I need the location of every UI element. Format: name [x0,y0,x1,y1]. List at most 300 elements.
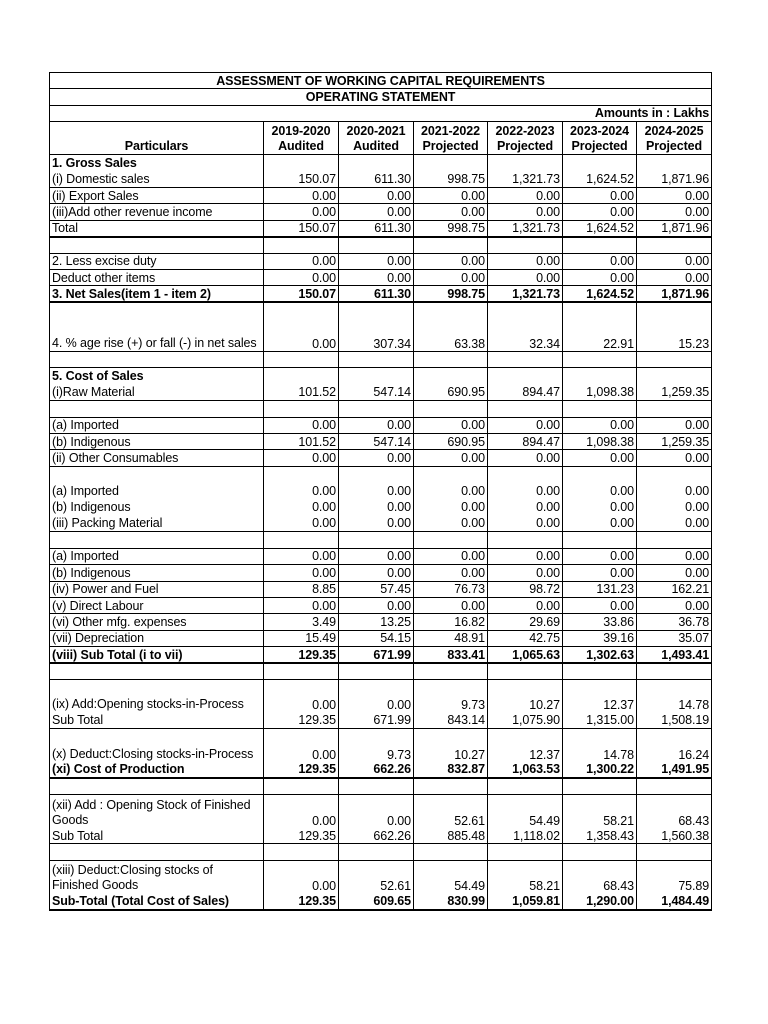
row-value [414,532,488,548]
row-value [414,663,488,679]
row-value [339,844,414,860]
row-value [414,352,488,368]
row-value: 1,065.63 [488,647,563,663]
column-header [563,122,637,155]
row-value: 0.00 [414,204,488,220]
row-value: 894.47 [488,434,563,450]
row-value: 0.00 [264,860,339,893]
row-value [264,532,339,548]
report-subtitle: OPERATING STATEMENT [50,89,712,105]
table-row [50,466,712,482]
row-value [414,368,488,384]
row-label [50,237,264,253]
row-value: 57.45 [339,581,414,597]
row-value: 63.38 [414,319,488,352]
row-label: (xiii) Deduct:Closing stocks of Finished Goods [50,860,264,893]
row-value: 129.35 [264,647,339,663]
row-value: 690.95 [414,434,488,450]
row-value [637,532,712,548]
row-value: 58.21 [563,795,637,828]
row-value [488,302,563,318]
row-value: 0.00 [488,499,563,515]
row-value [264,663,339,679]
operating-statement-table [49,72,712,911]
row-value: 0.00 [637,450,712,466]
row-value: 885.48 [414,828,488,844]
table-row [50,778,712,794]
row-value [563,401,637,417]
column-type: Projected [571,139,628,154]
row-value: 1,624.52 [563,220,637,236]
row-value [488,368,563,384]
row-label: (i) Domestic sales [50,171,264,187]
row-value: 690.95 [414,384,488,400]
column-header [488,122,563,155]
row-value [339,401,414,417]
row-value [488,663,563,679]
table-row [50,171,712,187]
table-row [50,253,712,269]
column-header [339,122,414,155]
row-value: 22.91 [563,319,637,352]
row-value: 832.87 [414,762,488,778]
row-value [637,778,712,794]
row-value: 1,290.00 [563,893,637,909]
row-label: Sub-Total (Total Cost of Sales) [50,893,264,909]
row-value [563,352,637,368]
row-value: 0.00 [264,253,339,269]
row-value: 101.52 [264,434,339,450]
table-row [50,647,712,663]
row-label: Total [50,220,264,236]
row-value: 0.00 [563,253,637,269]
row-label: (b) Indigenous [50,499,264,515]
row-label: 5. Cost of Sales [50,368,264,384]
row-value: 0.00 [563,548,637,564]
row-label: (vi) Other mfg. expenses [50,614,264,630]
row-value [563,663,637,679]
row-value: 9.73 [414,679,488,712]
row-value: 833.41 [414,647,488,663]
column-header [414,122,488,155]
column-year: 2024-2025 [644,124,704,139]
row-value [637,368,712,384]
table-row [50,663,712,679]
row-value [414,302,488,318]
row-value: 0.00 [339,565,414,581]
row-value: 0.00 [339,597,414,613]
row-value: 54.49 [414,860,488,893]
row-value [637,663,712,679]
row-value: 830.99 [414,893,488,909]
row-label [50,401,264,417]
row-value: 0.00 [488,450,563,466]
row-value: 0.00 [264,499,339,515]
row-value: 1,098.38 [563,434,637,450]
row-value: 0.00 [488,187,563,203]
row-label: (x) Deduct:Closing stocks-in-Process [50,729,264,762]
row-value: 0.00 [264,417,339,433]
row-value [637,302,712,318]
row-value: 48.91 [414,630,488,646]
table-row [50,614,712,630]
row-value [563,466,637,482]
column-header [637,122,712,155]
row-value [339,466,414,482]
table-row [50,204,712,220]
row-value: 58.21 [488,860,563,893]
column-type: Projected [422,139,479,154]
row-value: 52.61 [414,795,488,828]
row-value: 1,118.02 [488,828,563,844]
table-row [50,565,712,581]
row-value: 0.00 [488,515,563,531]
row-value: 8.85 [264,581,339,597]
row-value: 1,300.22 [563,762,637,778]
row-value: 0.00 [563,597,637,613]
row-value: 1,871.96 [637,171,712,187]
row-value [339,663,414,679]
row-value: 0.00 [488,597,563,613]
row-value: 0.00 [488,548,563,564]
row-value: 1,259.35 [637,434,712,450]
row-value: 1,321.73 [488,171,563,187]
row-value: 129.35 [264,762,339,778]
table-row [50,302,712,318]
row-value: 10.27 [488,679,563,712]
row-value: 1,098.38 [563,384,637,400]
row-label: (a) Imported [50,483,264,499]
row-value: 14.78 [637,679,712,712]
row-label [50,302,264,318]
row-label: (ix) Add:Opening stocks-in-Process [50,679,264,712]
table-row [50,434,712,450]
subtitle-row [50,89,712,105]
row-value [264,155,339,171]
row-value: 54.15 [339,630,414,646]
row-value: 35.07 [637,630,712,646]
row-label: (viii) Sub Total (i to vii) [50,647,264,663]
row-value [488,352,563,368]
table-row [50,352,712,368]
column-type: Audited [278,139,324,154]
row-value: 98.72 [488,581,563,597]
column-year: 2020-2021 [346,124,406,139]
column-header [264,122,339,155]
row-value [264,237,339,253]
row-value: 0.00 [264,729,339,762]
row-value: 1,358.43 [563,828,637,844]
row-value: 0.00 [637,253,712,269]
row-value: 0.00 [339,795,414,828]
table-row [50,828,712,844]
report-title: ASSESSMENT OF WORKING CAPITAL REQUIREMENTS [50,73,712,89]
table-row [50,384,712,400]
row-value [339,237,414,253]
row-value: 0.00 [637,548,712,564]
row-value: 75.89 [637,860,712,893]
row-value: 9.73 [339,729,414,762]
table-row [50,286,712,302]
row-value: 0.00 [414,597,488,613]
row-label: (i)Raw Material [50,384,264,400]
row-value: 1,624.52 [563,171,637,187]
row-label [50,844,264,860]
row-value: 1,491.95 [637,762,712,778]
row-value [563,155,637,171]
row-value: 0.00 [414,450,488,466]
row-value: 998.75 [414,286,488,302]
row-value: 0.00 [488,253,563,269]
row-value [488,844,563,860]
row-label: 1. Gross Sales [50,155,264,171]
column-type: Projected [646,139,703,154]
table-row [50,712,712,728]
row-value: 1,484.49 [637,893,712,909]
row-value [637,401,712,417]
row-value: 0.00 [414,417,488,433]
table-row [50,729,712,762]
row-value: 0.00 [488,417,563,433]
row-value: 0.00 [637,565,712,581]
table-row [50,597,712,613]
row-value: 0.00 [264,679,339,712]
row-value: 0.00 [339,499,414,515]
row-value: 162.21 [637,581,712,597]
row-value [637,155,712,171]
row-value: 129.35 [264,712,339,728]
row-value: 1,624.52 [563,286,637,302]
row-label [50,532,264,548]
row-value: 998.75 [414,171,488,187]
row-value: 68.43 [563,860,637,893]
row-value: 0.00 [264,515,339,531]
row-value: 131.23 [563,581,637,597]
row-value: 0.00 [563,450,637,466]
row-label: (iii) Packing Material [50,515,264,531]
row-value: 0.00 [264,187,339,203]
row-value: 1,493.41 [637,647,712,663]
row-value: 0.00 [637,483,712,499]
row-label: 3. Net Sales(item 1 - item 2) [50,286,264,302]
row-value: 0.00 [414,565,488,581]
row-value: 0.00 [637,417,712,433]
row-value: 0.00 [637,187,712,203]
row-label [50,352,264,368]
row-value: 662.26 [339,762,414,778]
row-value: 0.00 [563,565,637,581]
row-value: 1,321.73 [488,286,563,302]
column-year: 2022-2023 [495,124,555,139]
row-label: Deduct other items [50,269,264,285]
row-value: 0.00 [339,269,414,285]
row-value: 611.30 [339,220,414,236]
row-value [488,532,563,548]
row-value [339,352,414,368]
row-value [264,368,339,384]
row-value: 0.00 [339,548,414,564]
particulars-header: Particulars [50,122,264,155]
row-label: (xii) Add : Opening Stock of Finished Goods [50,795,264,828]
row-value: 0.00 [414,499,488,515]
row-value [563,302,637,318]
row-value [563,237,637,253]
row-value: 0.00 [563,187,637,203]
row-value [339,302,414,318]
table-row [50,237,712,253]
row-value: 12.37 [488,729,563,762]
row-value [563,844,637,860]
units-label: Amounts in : Lakhs [50,105,712,121]
row-value [414,466,488,482]
row-value: 42.75 [488,630,563,646]
row-value: 0.00 [563,483,637,499]
row-value: 0.00 [264,269,339,285]
row-label: 4. % age rise (+) or fall (-) in net sales [50,319,264,352]
row-value [488,401,563,417]
row-value [488,237,563,253]
table-row [50,860,712,893]
table-row [50,515,712,531]
row-value: 843.14 [414,712,488,728]
row-label: (iii)Add other revenue income [50,204,264,220]
row-value: 894.47 [488,384,563,400]
units-row [50,105,712,121]
table-row [50,548,712,564]
row-value: 0.00 [339,204,414,220]
row-value [264,844,339,860]
row-value [264,401,339,417]
row-value [637,844,712,860]
row-value: 16.24 [637,729,712,762]
row-value: 0.00 [264,204,339,220]
row-value [339,778,414,794]
table-row [50,401,712,417]
row-value: 0.00 [339,187,414,203]
row-value: 609.65 [339,893,414,909]
row-label: 2. Less excise duty [50,253,264,269]
table-row [50,417,712,433]
row-value: 0.00 [488,483,563,499]
row-value: 0.00 [488,565,563,581]
row-value: 0.00 [339,450,414,466]
row-value [488,155,563,171]
row-value: 0.00 [637,269,712,285]
row-label: (a) Imported [50,548,264,564]
row-value [563,532,637,548]
row-value: 307.34 [339,319,414,352]
row-label: (b) Indigenous [50,434,264,450]
row-value: 0.00 [264,795,339,828]
row-value [339,368,414,384]
row-value: 12.37 [563,679,637,712]
row-value: 76.73 [414,581,488,597]
row-value [339,532,414,548]
row-value: 0.00 [637,499,712,515]
row-value: 0.00 [339,515,414,531]
row-value: 1,063.53 [488,762,563,778]
row-value: 36.78 [637,614,712,630]
row-value [563,368,637,384]
table-row [50,319,712,352]
row-value: 671.99 [339,647,414,663]
row-value: 39.16 [563,630,637,646]
row-value: 1,075.90 [488,712,563,728]
row-value: 0.00 [414,483,488,499]
row-value: 29.69 [488,614,563,630]
row-value: 0.00 [637,515,712,531]
row-value: 68.43 [637,795,712,828]
row-value [264,778,339,794]
row-label: (ii) Export Sales [50,187,264,203]
row-value [488,466,563,482]
row-label [50,466,264,482]
column-year: 2021-2022 [421,124,480,139]
table-row [50,795,712,828]
row-value [414,778,488,794]
row-value [414,155,488,171]
table-row [50,532,712,548]
row-value: 0.00 [563,417,637,433]
row-value: 150.07 [264,171,339,187]
row-value: 1,259.35 [637,384,712,400]
row-value: 611.30 [339,171,414,187]
row-value [414,237,488,253]
row-value: 0.00 [264,319,339,352]
row-label: (a) Imported [50,417,264,433]
row-value [637,237,712,253]
table-row [50,844,712,860]
row-value: 0.00 [339,679,414,712]
row-value: 0.00 [563,499,637,515]
row-value: 129.35 [264,893,339,909]
column-year: 2023-2024 [570,124,629,139]
row-value: 0.00 [488,204,563,220]
table-row [50,368,712,384]
table-row [50,450,712,466]
row-value: 671.99 [339,712,414,728]
row-value: 54.49 [488,795,563,828]
row-value [563,778,637,794]
row-value: 611.30 [339,286,414,302]
row-value: 0.00 [414,187,488,203]
row-value: 14.78 [563,729,637,762]
row-label: Sub Total [50,828,264,844]
table-row [50,269,712,285]
row-value [488,778,563,794]
row-value: 10.27 [414,729,488,762]
row-label: (vii) Depreciation [50,630,264,646]
row-value: 998.75 [414,220,488,236]
operating-statement-sheet [49,72,711,911]
row-value: 52.61 [339,860,414,893]
row-label [50,778,264,794]
table-row [50,187,712,203]
row-value: 150.07 [264,220,339,236]
table-row [50,630,712,646]
row-value: 1,315.00 [563,712,637,728]
row-label: (iv) Power and Fuel [50,581,264,597]
header-row [50,122,712,155]
row-value: 150.07 [264,286,339,302]
table-row [50,155,712,171]
row-value: 1,560.38 [637,828,712,844]
row-label: (b) Indigenous [50,565,264,581]
row-value: 0.00 [637,204,712,220]
row-value [264,302,339,318]
row-value: 0.00 [414,548,488,564]
column-type: Audited [353,139,399,154]
